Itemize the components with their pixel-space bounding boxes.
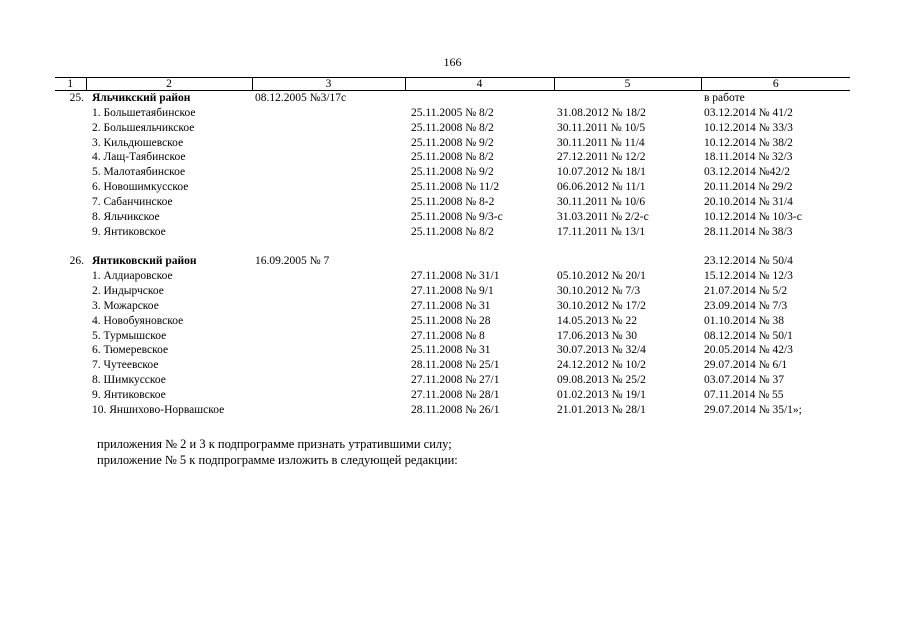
- empty-cell: [55, 165, 86, 180]
- settlement-date-col5: 05.10.2012 № 20/1: [557, 270, 646, 283]
- empty-cell: [55, 343, 86, 358]
- settlement-date-col4: 27.11.2008 № 31: [411, 299, 491, 312]
- settlement-date-col4: 25.11.2005 № 8/2: [411, 106, 494, 119]
- settlement-date-col6: 20.10.2014 № 31/4: [704, 195, 793, 208]
- empty-cell: [55, 284, 86, 299]
- settlement-name: 6. Новошимкусское: [92, 181, 189, 194]
- district-row: [55, 91, 850, 106]
- settlement-name: 4. Лащ-Таябинское: [92, 151, 186, 164]
- column-header: 1: [55, 78, 86, 91]
- settlement-name: 9. Янтиковское: [92, 388, 166, 401]
- district-date-col3: 16.09.2005 № 7: [255, 255, 330, 268]
- settlement-date-col4: 25.11.2008 № 8/2: [411, 121, 494, 134]
- table-row: [55, 195, 850, 210]
- settlement-date-col5: 06.06.2012 № 11/1: [557, 181, 646, 194]
- empty-cell: [55, 358, 86, 373]
- settlement-date-col4: 27.11.2008 № 31/1: [411, 270, 500, 283]
- empty-cell: [55, 180, 86, 195]
- column-header: 5: [554, 78, 701, 91]
- settlement-date-col4: 27.11.2008 № 8: [411, 329, 485, 342]
- settlement-date-col4: 25.11.2008 № 8-2: [411, 195, 495, 208]
- settlement-date-col4: 27.11.2008 № 9/1: [411, 284, 494, 297]
- note-line: приложение № 5 к подпрограмме изложить в следующей редакции:: [97, 453, 458, 467]
- empty-cell: [252, 314, 405, 329]
- district-date-col3: 08.12.2005 №3/17с: [255, 92, 347, 104]
- settlement-date-col6: 20.05.2014 № 42/3: [704, 344, 793, 357]
- district-name: Янтиковский район: [92, 255, 197, 268]
- settlements-table: [55, 77, 850, 418]
- district-date-col6: 23.12.2014 № 50/4: [704, 255, 793, 268]
- settlement-date-col6: 08.12.2014 № 50/1: [704, 329, 793, 342]
- empty-cell: [554, 239, 701, 254]
- settlement-name: 9. Янтиковское: [92, 225, 166, 238]
- spacer-row: [55, 239, 850, 254]
- settlement-date-col5: 17.11.2011 № 13/1: [557, 225, 646, 238]
- empty-cell: [252, 136, 405, 151]
- settlement-name: 10. Яншихово-Норвашское: [92, 403, 225, 416]
- table-row: [55, 329, 850, 344]
- district-date-col4: [405, 254, 554, 269]
- empty-cell: [252, 121, 405, 136]
- settlement-date-col5: 09.08.2013 № 25/2: [557, 374, 646, 387]
- empty-cell: [252, 388, 405, 403]
- empty-cell: [55, 150, 86, 165]
- settlement-date-col4: 25.11.2008 № 8/2: [411, 225, 494, 238]
- empty-cell: [701, 239, 850, 254]
- empty-cell: [252, 403, 405, 418]
- settlement-date-col4: 25.11.2008 № 11/2: [411, 181, 500, 194]
- settlement-date-col5: 24.12.2012 № 10/2: [557, 359, 646, 372]
- empty-cell: [55, 329, 86, 344]
- settlement-date-col4: 27.11.2008 № 28/1: [411, 388, 500, 401]
- settlement-date-col6: 28.11.2014 № 38/3: [704, 225, 793, 238]
- table-row: [55, 106, 850, 121]
- column-header: 6: [701, 78, 850, 91]
- table-row: [55, 165, 850, 180]
- settlement-date-col4: 28.11.2008 № 26/1: [411, 403, 500, 416]
- table-row: [55, 388, 850, 403]
- table-header-row: [55, 78, 850, 91]
- district-row: [55, 254, 850, 269]
- table-row: [55, 180, 850, 195]
- empty-cell: [405, 239, 554, 254]
- settlement-name: 1. Алдиаровское: [92, 270, 173, 283]
- table-row: [55, 150, 850, 165]
- settlement-date-col4: 25.11.2008 № 9/2: [411, 136, 494, 149]
- empty-cell: [55, 195, 86, 210]
- table-row: [55, 269, 850, 284]
- table-row: [55, 403, 850, 418]
- page-number: 166: [443, 55, 462, 69]
- settlement-date-col5: 10.07.2012 № 18/1: [557, 166, 646, 179]
- settlement-date-col4: 25.11.2008 № 28: [411, 314, 491, 327]
- settlement-date-col4: 25.11.2008 № 9/2: [411, 166, 494, 179]
- settlement-date-col4: 25.11.2008 № 31: [411, 344, 491, 357]
- settlement-date-col5: 01.02.2013 № 19/1: [557, 388, 646, 401]
- settlement-date-col6: 03.07.2014 № 37: [704, 374, 784, 387]
- empty-cell: [252, 165, 405, 180]
- settlement-name: 3. Можарское: [92, 299, 159, 312]
- empty-cell: [55, 121, 86, 136]
- table-row: [55, 343, 850, 358]
- settlement-date-col6: 07.11.2014 № 55: [704, 388, 784, 401]
- table-row: [55, 225, 850, 240]
- settlement-name: 1. Большетаябинское: [92, 106, 196, 119]
- table-row: [55, 210, 850, 225]
- empty-cell: [252, 150, 405, 165]
- settlement-name: 8. Шимкусское: [92, 374, 166, 387]
- empty-cell: [55, 299, 86, 314]
- settlement-name: 6. Тюмеревское: [92, 344, 169, 357]
- settlement-date-col5: 31.03.2011 № 2/2-с: [557, 210, 649, 223]
- empty-cell: [55, 388, 86, 403]
- settlement-date-col6: 10.12.2014 № 33/3: [704, 121, 793, 134]
- empty-cell: [252, 225, 405, 240]
- settlement-date-col5: 30.10.2012 № 7/3: [557, 284, 641, 297]
- settlement-date-col6: 01.10.2014 № 38: [704, 314, 784, 327]
- district-number: 25.: [69, 92, 84, 104]
- empty-cell: [252, 358, 405, 373]
- empty-cell: [252, 106, 405, 121]
- empty-cell: [55, 239, 86, 254]
- settlement-date-col6: 21.07.2014 № 5/2: [704, 284, 788, 297]
- settlement-name: 2. Индырчское: [92, 284, 164, 297]
- settlement-date-col6: 20.11.2014 № 29/2: [704, 181, 793, 194]
- settlement-date-col6: 29.07.2014 № 6/1: [704, 359, 788, 372]
- settlement-date-col5: 14.05.2013 № 22: [557, 314, 637, 327]
- notes-block: [97, 436, 458, 468]
- settlement-date-col6: 18.11.2014 № 32/3: [704, 151, 793, 164]
- column-header: 4: [405, 78, 554, 91]
- empty-cell: [252, 373, 405, 388]
- district-date-col6: в работе: [704, 92, 745, 104]
- settlement-date-col5: 30.11.2011 № 10/5: [557, 121, 646, 134]
- settlement-date-col6: 03.12.2014 №42/2: [704, 166, 791, 179]
- column-header: 2: [86, 78, 252, 91]
- settlement-name: 7. Сабанчинское: [92, 195, 173, 208]
- settlement-name: 5. Турмышское: [92, 329, 167, 342]
- settlement-name: 4. Новобуяновское: [92, 314, 184, 327]
- settlement-date-col6: 10.12.2014 № 10/3-с: [704, 210, 802, 223]
- district-number: 26.: [69, 255, 84, 268]
- empty-cell: [252, 299, 405, 314]
- empty-cell: [55, 314, 86, 329]
- empty-cell: [55, 403, 86, 418]
- settlement-date-col5: 31.08.2012 № 18/2: [557, 106, 646, 119]
- settlement-date-col4: 25.11.2008 № 8/2: [411, 151, 494, 164]
- empty-cell: [55, 136, 86, 151]
- settlement-name: 7. Чутеевское: [92, 359, 159, 372]
- settlement-date-col6: 10.12.2014 № 38/2: [704, 136, 793, 149]
- settlement-date-col5: 30.10.2012 № 17/2: [557, 299, 646, 312]
- settlement-date-col6: 03.12.2014 № 41/2: [704, 106, 793, 119]
- settlement-date-col4: 25.11.2008 № 9/3-с: [411, 210, 503, 223]
- settlement-date-col5: 27.12.2011 № 12/2: [557, 151, 646, 164]
- empty-cell: [86, 239, 252, 254]
- empty-cell: [252, 329, 405, 344]
- settlement-date-col4: 28.11.2008 № 25/1: [411, 359, 500, 372]
- settlement-date-col6: 15.12.2014 № 12/3: [704, 270, 793, 283]
- empty-cell: [252, 180, 405, 195]
- table-row: [55, 284, 850, 299]
- district-name: Яльчикский район: [92, 92, 191, 104]
- empty-cell: [55, 106, 86, 121]
- empty-cell: [252, 269, 405, 284]
- settlement-date-col5: 30.11.2011 № 11/4: [557, 136, 645, 149]
- settlement-date-col6: 29.07.2014 № 35/1»;: [704, 403, 802, 416]
- empty-cell: [55, 373, 86, 388]
- settlement-name: 5. Малотаябинское: [92, 166, 186, 179]
- settlement-date-col5: 30.07.2013 № 32/4: [557, 344, 646, 357]
- district-date-col5: [554, 254, 701, 269]
- empty-cell: [55, 225, 86, 240]
- settlement-date-col5: 21.01.2013 № 28/1: [557, 403, 646, 416]
- empty-cell: [252, 343, 405, 358]
- empty-cell: [55, 210, 86, 225]
- settlement-date-col6: 23.09.2014 № 7/3: [704, 299, 788, 312]
- column-header: 3: [252, 78, 405, 91]
- settlement-name: 8. Яльчикское: [92, 210, 160, 223]
- settlement-date-col5: 17.06.2013 № 30: [557, 329, 637, 342]
- table-row: [55, 299, 850, 314]
- settlement-name: 3. Кильдюшевское: [92, 136, 184, 149]
- empty-cell: [55, 269, 86, 284]
- district-date-col5: [554, 91, 701, 106]
- settlement-name: 2. Большеяльчикское: [92, 121, 195, 134]
- district-date-col4: [405, 91, 554, 106]
- empty-cell: [252, 210, 405, 225]
- table-row: [55, 373, 850, 388]
- note-line: приложения № 2 и 3 к подпрограмме признать утратившими силу;: [97, 437, 452, 451]
- table-row: [55, 136, 850, 151]
- empty-cell: [252, 284, 405, 299]
- table-row: [55, 314, 850, 329]
- empty-cell: [252, 195, 405, 210]
- table-body: [55, 91, 850, 418]
- table-row: [55, 358, 850, 373]
- empty-cell: [252, 239, 405, 254]
- settlement-date-col4: 27.11.2008 № 27/1: [411, 374, 500, 387]
- table-row: [55, 121, 850, 136]
- settlement-date-col5: 30.11.2011 № 10/6: [557, 195, 646, 208]
